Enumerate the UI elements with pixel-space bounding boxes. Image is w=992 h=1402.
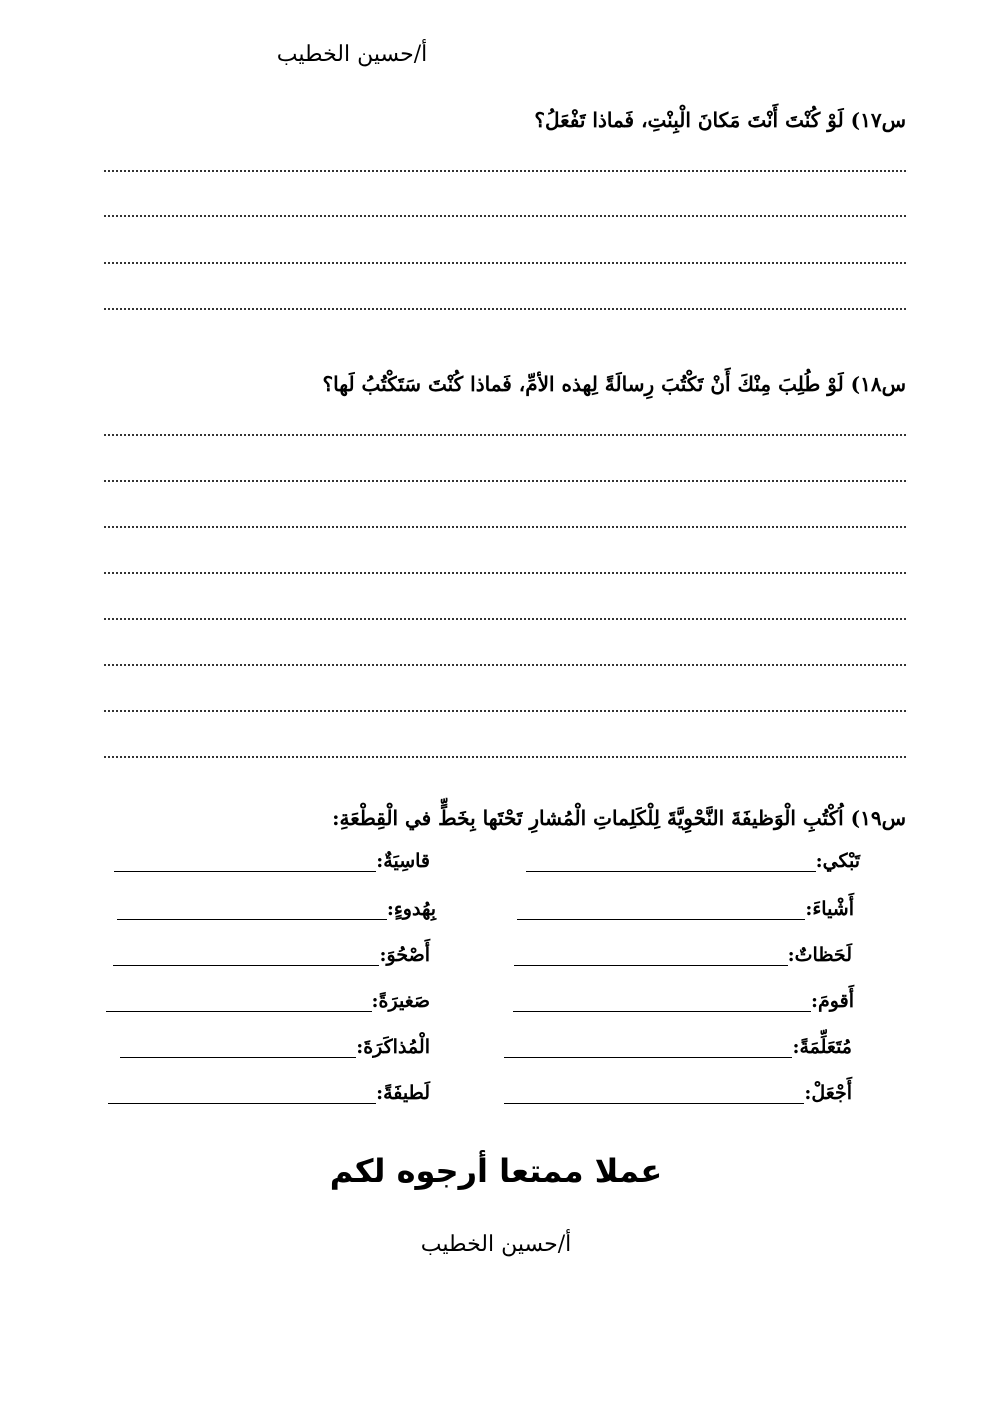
answer-blank[interactable] [108,1085,376,1104]
answer-line[interactable] [104,262,906,264]
closing-message: عملا ممتعا أرجوه لكم [329,1152,663,1190]
answer-blank[interactable] [517,901,805,920]
grammar-item [113,944,430,966]
grammar-item [513,990,854,1012]
author-footer: أ/حسين الخطيب [420,1232,572,1257]
answer-blank[interactable] [120,1039,356,1058]
grammar-item [504,1082,852,1104]
grammar-item [517,898,854,920]
grammar-item [120,1036,430,1058]
question-17: س١٧) لَوْ كُنْتَ أَنْتَ مَكانَ الْبِنْتِ، فَماذا تَفْعَلُ؟ [534,108,906,132]
author-header: أ/حسين الخطيب [276,42,428,67]
grammar-item [504,1036,852,1058]
answer-line[interactable] [104,618,906,620]
answer-blank[interactable] [504,1085,804,1104]
word-label: أَصْحُوَ: [379,944,430,966]
answer-line[interactable] [104,170,906,172]
answer-line[interactable] [104,664,906,666]
grammar-item [526,850,860,872]
answer-blank[interactable] [526,853,816,872]
word-label: الْمُذاكَرَةَ: [356,1036,430,1058]
grammar-item [514,944,852,966]
question-18: س١٨) لَوْ طُلِبَ مِنْكَ أَنْ تَكْتُبَ رِسالَةً لِهذه الأمِّ، فَماذا كُنْتَ سَتَكْتُبُ لَها؟ [322,372,906,396]
answer-blank[interactable] [514,947,788,966]
answer-line[interactable] [104,572,906,574]
answer-line[interactable] [104,215,906,217]
word-label: لَحَظاتٌ: [787,944,852,966]
answer-line[interactable] [104,710,906,712]
answer-line[interactable] [104,756,906,758]
answer-blank[interactable] [504,1039,792,1058]
word-label: قاسِيَةٌ: [376,850,430,872]
answer-line[interactable] [104,434,906,436]
grammar-item [114,850,430,872]
answer-blank[interactable] [106,993,372,1012]
word-label: أَشْياءَ: [805,898,854,920]
grammar-item [106,990,430,1012]
word-label: تَبْكي: [815,850,860,872]
answer-line[interactable] [104,308,906,310]
grammar-item [108,1082,430,1104]
word-label: أَقومَ: [811,990,854,1012]
word-label: أَجْعَلْ: [804,1082,852,1104]
answer-blank[interactable] [113,947,379,966]
word-label: صَغيرَةً: [371,990,430,1012]
answer-line[interactable] [104,480,906,482]
word-label: بِهُدوءٍ: [386,898,436,920]
question-19: س١٩) اُكْتُبِ الْوَظيفَةَ النَّحْوِيَّةَ لِلْكَلِماتِ الْمُشارِ تَحْتَها بِخَطٍّ في الْقِطْعَةِ: [332,806,906,830]
grammar-item [117,898,436,920]
word-label: مُتَعَلِّمَةً: [792,1036,852,1058]
word-label: لَطيفَةً: [376,1082,430,1104]
answer-blank[interactable] [117,901,387,920]
answer-blank[interactable] [114,853,376,872]
answer-line[interactable] [104,526,906,528]
answer-blank[interactable] [513,993,811,1012]
